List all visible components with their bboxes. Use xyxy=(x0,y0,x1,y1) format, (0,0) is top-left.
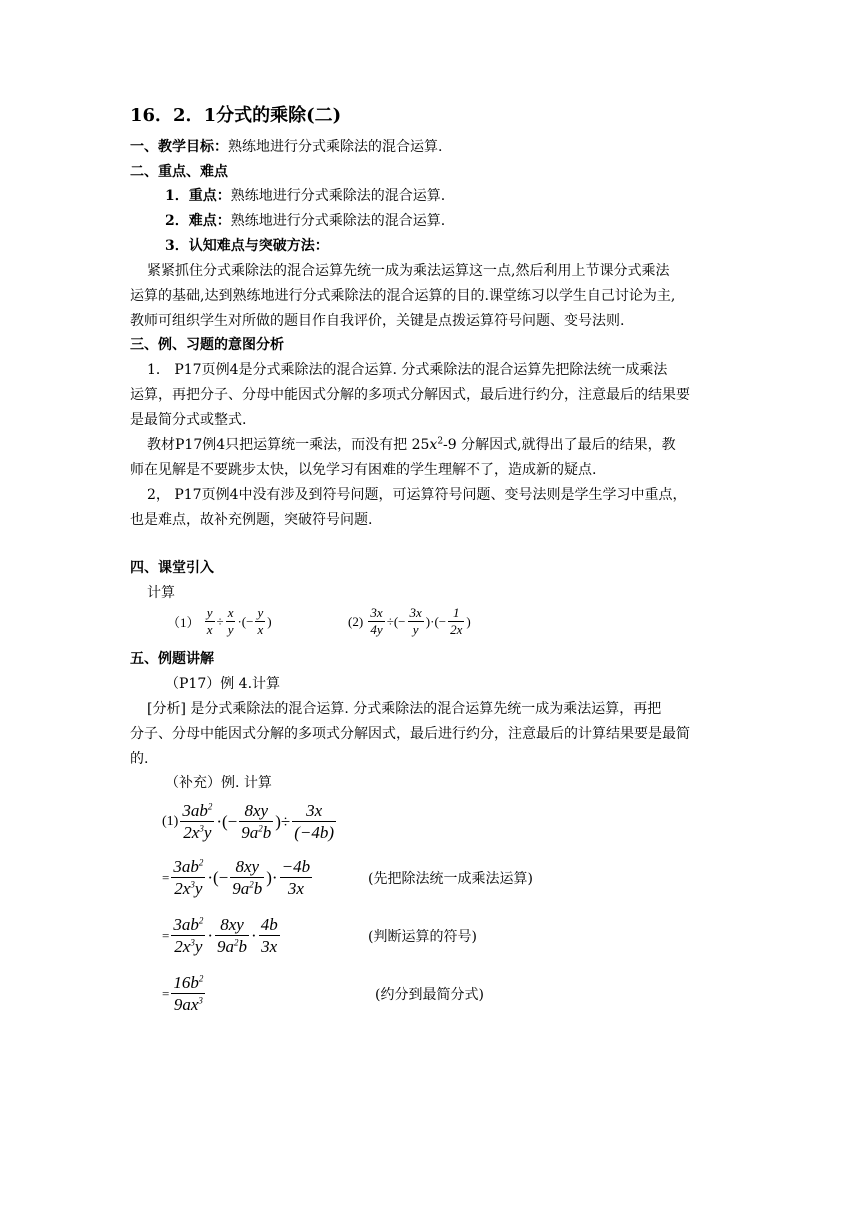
key-point-2-label: 2．难点： xyxy=(165,213,231,229)
key-point-2 xyxy=(165,211,445,231)
step-4-note: (约分到最简分式) xyxy=(375,987,484,1003)
para-line: 2， P17页例4中没有涉及到符号问题，可运算符号问题、变号法则是学生学习中重点， xyxy=(147,487,687,503)
key-point-1 xyxy=(165,186,445,206)
example-step-3: = $\frac{3ab^2}{2x^3y}$ · $\frac{8xy}{9a^2b}$ · $\frac{4b}{3x}$ xyxy=(162,915,278,956)
step-2-note: (先把除法统一成乘法运算) xyxy=(368,871,533,887)
example-label: （P17）例 4.计算 xyxy=(165,676,281,692)
fraction: $\frac{1}{2x}$ xyxy=(450,605,463,637)
step-3-note: (判断运算的符号) xyxy=(368,929,477,945)
example-step-4: = $\frac{16b^2}{9ax^3}$ xyxy=(162,973,204,1014)
fraction: $\frac{16b^2}{9ax^3}$ xyxy=(173,973,204,1014)
para-line: 紧紧抓住分式乘除法的混合运算先统一成为乘法运算这一点,然后利用上节课分式乘法 xyxy=(147,263,670,279)
supplement-label: （补充）例. 计算 xyxy=(165,775,272,791)
fraction: $\frac{3x}{y}$ xyxy=(409,605,422,637)
section-examples-heading: 五、例题讲解 xyxy=(130,651,214,667)
para-line: 分子、分母中能因式分解的多项式分解因式，最后进行约分，注意最后的计算结果要是最简 xyxy=(130,726,690,742)
section-analysis-heading: 三、例、习题的意图分析 xyxy=(130,337,284,353)
para-line xyxy=(147,435,676,455)
fraction: $\frac{8xy}{9a^2b}$ xyxy=(217,915,248,956)
fraction: $\frac{3ab^2}{2x^3y}$ xyxy=(173,857,204,898)
para-line: 的. xyxy=(130,751,149,767)
exercise-2: (2) $\frac{3x}{4y}$ ÷(− $\frac{3x}{y}$ )·(− $\frac{1}{2x}$ ) xyxy=(348,605,471,637)
goals-heading: 一、教学目标： xyxy=(130,139,228,155)
para-line: 师在见解是不要跳步太快，以免学习有困难的学生理解不了，造成新的疑点. xyxy=(130,462,597,478)
example-step-1: (1) $\frac{3ab^2}{2x^3y}$ ·(− $\frac{8xy}{9a^2b}$ )÷ $\frac{3x}{(-4b)}$ xyxy=(162,801,335,842)
key-point-2-text: 熟练地进行分式乘除法的混合运算. xyxy=(230,213,446,229)
para-text: -9 分解因式,就得出了最后的结果，教 xyxy=(443,437,676,453)
page-title: 16．2．1分式的乘除(二) xyxy=(130,105,342,126)
goals-text: 熟练地进行分式乘除法的混合运算. xyxy=(228,139,443,155)
fraction: $\frac{3x}{4y}$ xyxy=(370,605,383,637)
fraction: $\frac{x}{y}$ xyxy=(227,605,234,637)
fraction: $\frac{3ab^2}{2x^3y}$ xyxy=(173,915,204,956)
fraction: $\frac{4b}{3x}$ xyxy=(260,915,278,956)
key-point-1-label: 1．重点： xyxy=(165,188,231,204)
fraction: $\frac{3x}{(-4b)}$ xyxy=(294,801,335,842)
exercise-2-label: (2) xyxy=(348,613,364,629)
step-1-label: (1) xyxy=(162,813,179,829)
para-line: 运算的基础,达到熟练地进行分式乘除法的混合运算的目的.课堂练习以学生自己讨论为主, xyxy=(130,288,676,304)
para-text: 教材P17例4只把运算统一乘法，而没有把 25 xyxy=(147,437,430,453)
para-exp: 2 xyxy=(437,436,444,447)
section-goals xyxy=(130,137,442,157)
fraction: $\frac{3ab^2}{2x^3y}$ xyxy=(182,801,213,842)
fraction: $\frac{y}{x}$ xyxy=(206,605,213,637)
exercise-1: （1） $\frac{y}{x}$ ÷ $\frac{x}{y}$ ·(− $\frac{y}{x}$ ) xyxy=(167,605,272,637)
para-line: 也是难点，故补充例题，突破符号问题. xyxy=(130,512,373,528)
para-line: 是最简分式或整式. xyxy=(130,412,247,428)
fraction: $\frac{-4b}{3x}$ xyxy=(281,857,311,898)
fraction: $\frac{y}{x}$ xyxy=(257,605,264,637)
fraction: $\frac{8xy}{9a^2b}$ xyxy=(241,801,272,842)
key-point-3-label: 3．认知难点与突破方法： xyxy=(165,238,329,254)
calc-label: 计算 xyxy=(147,585,175,601)
fraction: $\frac{8xy}{9a^2b}$ xyxy=(232,857,263,898)
example-step-2: = $\frac{3ab^2}{2x^3y}$ ·(− $\frac{8xy}{9a^2b}$ )· $\frac{-4b}{3x}$ xyxy=(162,857,311,898)
para-line: 1． P17页例4是分式乘除法的混合运算. 分式乘除法的混合运算先把除法统一成乘法 xyxy=(147,362,668,378)
key-point-1-text: 熟练地进行分式乘除法的混合运算. xyxy=(230,188,446,204)
section-intro-heading: 四、课堂引入 xyxy=(130,560,214,576)
para-var: x xyxy=(429,437,438,453)
para-line: 运算，再把分子、分母中能因式分解的多项式分解因式，最后进行约分，注意最后的结果要 xyxy=(130,387,690,403)
para-line: [分析] 是分式乘除法的混合运算. 分式乘除法的混合运算先统一成为乘法运算，再把 xyxy=(147,701,662,717)
exercise-1-label: （1） xyxy=(167,615,200,630)
para-line: 教师可组织学生对所做的题目作自我评价，关键是点拨运算符号问题、变号法则. xyxy=(130,313,625,329)
section-key-points-heading: 二、重点、难点 xyxy=(130,164,228,180)
